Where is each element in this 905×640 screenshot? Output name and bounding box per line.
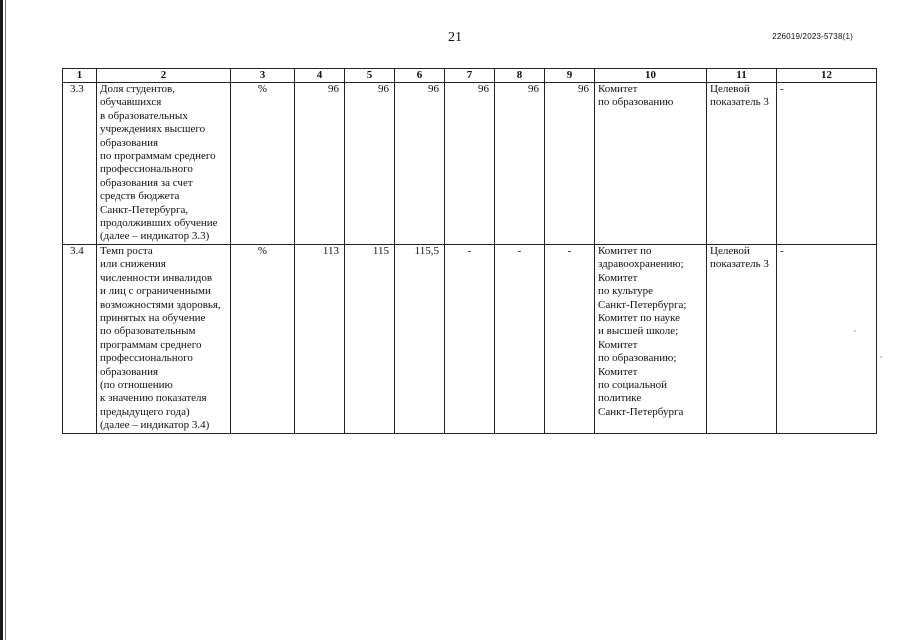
value-cell: 96 [395, 83, 445, 245]
page-number: 21 [448, 30, 462, 45]
value-cell: 115 [345, 244, 395, 433]
column-header: 8 [495, 69, 545, 83]
scan-speck [854, 330, 856, 332]
unit-cell: % [231, 83, 295, 245]
note-cell: - [777, 244, 877, 433]
indicators-table [62, 68, 877, 434]
value-cell: 96 [545, 83, 595, 245]
column-header: 11 [707, 69, 777, 83]
column-header: 6 [395, 69, 445, 83]
scan-speck [880, 356, 882, 358]
value-cell: 113 [295, 244, 345, 433]
column-header: 2 [97, 69, 231, 83]
target-cell: Целевой показатель 3 [707, 244, 777, 433]
value-cell: - [445, 244, 495, 433]
table-header-row [63, 69, 877, 83]
document-id: 226019/2023-5738(1) [772, 32, 853, 41]
row-index: 3.3 [63, 83, 97, 245]
indicator-name: Доля студентов, обучавшихся в образовательных учреждениях высшего образования по программам среднего профессионального образования за счет средств бюджета Санкт-Петербурга, продолживших обучение (далее – индикатор 3.3) [97, 83, 231, 245]
column-header: 7 [445, 69, 495, 83]
value-cell: 96 [345, 83, 395, 245]
table-row [63, 244, 877, 433]
scan-left-edge [0, 0, 3, 640]
value-cell: 96 [445, 83, 495, 245]
column-header: 5 [345, 69, 395, 83]
column-header: 3 [231, 69, 295, 83]
note-cell: - [777, 83, 877, 245]
table-row [63, 83, 877, 245]
row-index: 3.4 [63, 244, 97, 433]
value-cell: - [495, 244, 545, 433]
column-header: 9 [545, 69, 595, 83]
unit-cell: % [231, 244, 295, 433]
responsible-cell: Комитет по здравоохранению; Комитет по культуре Санкт-Петербурга; Комитет по науке и высшей школе; Комитет по образованию; Комитет по социальной политике Санкт-Петербурга [595, 244, 707, 433]
responsible-cell: Комитет по образованию [595, 83, 707, 245]
column-header: 4 [295, 69, 345, 83]
scan-left-edge-line [5, 0, 6, 640]
value-cell: 96 [495, 83, 545, 245]
value-cell: 115,5 [395, 244, 445, 433]
value-cell: 96 [295, 83, 345, 245]
column-header: 1 [63, 69, 97, 83]
target-cell: Целевой показатель 3 [707, 83, 777, 245]
indicator-name: Темп роста или снижения численности инвалидов и лиц с ограниченными возможностями здоровья, принятых на обучение по образовательным программам среднего профессионального образования (по отношению к значению показателя предыдущего года) (далее – индикатор 3.4) [97, 244, 231, 433]
value-cell: - [545, 244, 595, 433]
column-header: 10 [595, 69, 707, 83]
column-header: 12 [777, 69, 877, 83]
